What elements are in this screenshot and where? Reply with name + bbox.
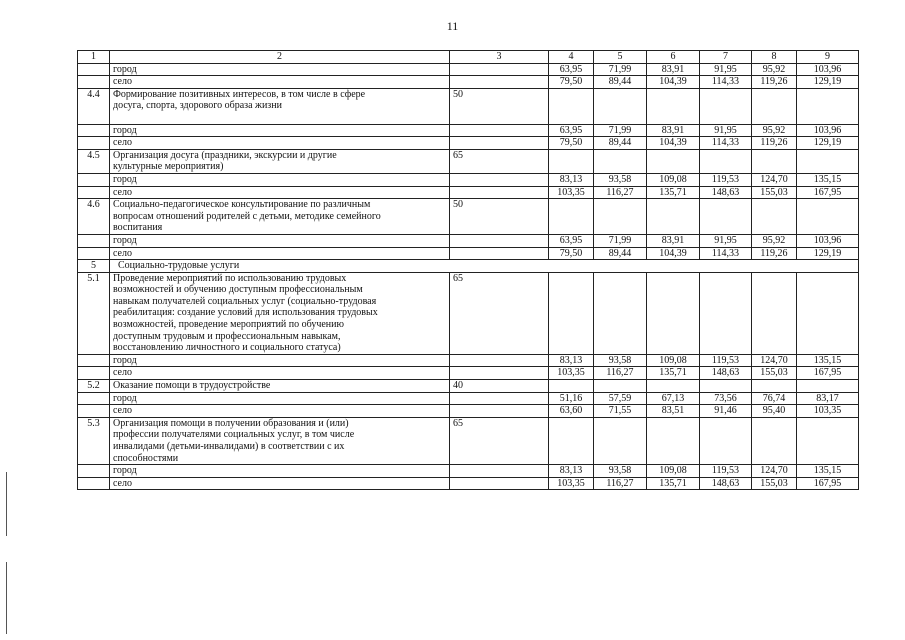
rate-cell — [450, 63, 549, 76]
rate-cell — [450, 465, 549, 478]
value-cell: 103,35 — [549, 367, 594, 380]
value-cell: 57,59 — [594, 392, 647, 405]
row-label: город — [110, 124, 450, 137]
value-cell: 95,92 — [752, 234, 797, 247]
table-row-village — [78, 186, 859, 199]
rate-cell — [450, 354, 549, 367]
value-cell-empty — [797, 272, 859, 354]
header-cell: 1 — [78, 51, 110, 64]
service-description-line: профессии получателями социальных услуг, в том числе — [113, 429, 355, 441]
value-cell: 109,08 — [647, 173, 700, 186]
value-cell: 167,95 — [797, 477, 859, 490]
value-cell: 63,95 — [549, 63, 594, 76]
value-cell-empty — [594, 149, 647, 173]
value-cell: 148,63 — [700, 186, 752, 199]
value-cell: 93,58 — [594, 354, 647, 367]
value-cell: 76,74 — [752, 392, 797, 405]
service-rate: 50 — [450, 199, 549, 235]
value-cell-empty — [647, 272, 700, 354]
header-cell: 3 — [450, 51, 549, 64]
value-cell: 148,63 — [700, 477, 752, 490]
value-cell-empty — [797, 88, 859, 124]
value-cell: 124,70 — [752, 173, 797, 186]
value-cell: 89,44 — [594, 137, 647, 150]
service-row — [78, 417, 859, 464]
value-cell-empty — [700, 199, 752, 235]
margin-line-lower — [6, 562, 7, 634]
rate-cell — [450, 124, 549, 137]
service-number: 4.6 — [78, 199, 110, 235]
value-cell: 51,16 — [549, 392, 594, 405]
service-description-line: доступным трудовым и профессиональным навыкам, — [113, 330, 341, 342]
value-cell-empty — [752, 380, 797, 393]
table-row-village — [78, 405, 859, 418]
service-description — [110, 272, 450, 354]
value-cell: 124,70 — [752, 354, 797, 367]
value-cell: 91,95 — [700, 63, 752, 76]
service-description-line: Проведение мероприятий по использованию трудовых — [113, 272, 347, 284]
value-cell: 135,15 — [797, 354, 859, 367]
header-cell: 9 — [797, 51, 859, 64]
row-label: село — [110, 477, 450, 490]
service-row — [78, 149, 859, 173]
table-row-city — [78, 63, 859, 76]
value-cell: 95,92 — [752, 124, 797, 137]
value-cell-empty — [797, 199, 859, 235]
service-description-line: возможностей, проведение мероприятий по обучению — [113, 319, 344, 331]
row-number-cell — [78, 405, 110, 418]
value-cell-empty — [647, 417, 700, 464]
rate-cell — [450, 247, 549, 260]
value-cell: 83,91 — [647, 124, 700, 137]
value-cell-empty — [752, 199, 797, 235]
row-label: город — [110, 392, 450, 405]
value-cell-empty — [700, 88, 752, 124]
row-label: город — [110, 465, 450, 478]
service-description-line: Социально-педагогическое консультирование по различным — [113, 199, 371, 211]
service-description — [110, 380, 450, 393]
rate-cell — [450, 234, 549, 247]
value-cell: 104,39 — [647, 247, 700, 260]
value-cell: 95,92 — [752, 63, 797, 76]
service-description-line: воспитания — [113, 222, 163, 234]
service-row — [78, 88, 859, 124]
value-cell-empty — [752, 417, 797, 464]
row-label: город — [110, 63, 450, 76]
value-cell: 79,50 — [549, 137, 594, 150]
value-cell: 114,33 — [700, 247, 752, 260]
value-cell: 103,96 — [797, 124, 859, 137]
service-description-line: восстановлению личностного и социального статуса) — [113, 342, 341, 354]
value-cell: 63,95 — [549, 234, 594, 247]
value-cell: 116,27 — [594, 477, 647, 490]
value-cell: 71,99 — [594, 234, 647, 247]
value-cell: 119,53 — [700, 173, 752, 186]
value-cell: 83,51 — [647, 405, 700, 418]
header-cell: 7 — [700, 51, 752, 64]
service-description-line: вопросам отношений родителей с детьми, методике семейного — [113, 210, 381, 222]
value-cell: 119,26 — [752, 247, 797, 260]
rate-cell — [450, 392, 549, 405]
header-cell: 2 — [110, 51, 450, 64]
row-number-cell — [78, 354, 110, 367]
value-cell: 109,08 — [647, 354, 700, 367]
value-cell-empty — [647, 88, 700, 124]
row-label: село — [110, 76, 450, 89]
value-cell: 135,15 — [797, 465, 859, 478]
service-number: 5.3 — [78, 417, 110, 464]
value-cell: 135,15 — [797, 173, 859, 186]
value-cell: 135,71 — [647, 477, 700, 490]
value-cell-empty — [797, 149, 859, 173]
value-cell-empty — [594, 380, 647, 393]
value-cell: 104,39 — [647, 76, 700, 89]
section-title: Социально-трудовые услуги — [110, 260, 859, 273]
value-cell: 119,53 — [700, 465, 752, 478]
value-cell: 71,99 — [594, 124, 647, 137]
rate-cell — [450, 173, 549, 186]
table-row-village — [78, 76, 859, 89]
row-number-cell — [78, 124, 110, 137]
value-cell: 119,26 — [752, 137, 797, 150]
section-number: 5 — [78, 260, 110, 273]
value-cell: 89,44 — [594, 247, 647, 260]
row-number-cell — [78, 137, 110, 150]
value-cell: 83,13 — [549, 465, 594, 478]
service-description-line: инвалидами (детьми-инвалидами) в соответствии с их — [113, 441, 345, 452]
value-cell: 83,13 — [549, 173, 594, 186]
service-description-line: культурные мероприятия) — [113, 161, 224, 173]
table-row-city — [78, 124, 859, 137]
service-description-line: Оказание помощи в трудоустройстве — [113, 380, 271, 392]
service-rate: 40 — [450, 380, 549, 393]
value-cell: 91,95 — [700, 124, 752, 137]
rate-cell — [450, 367, 549, 380]
row-number-cell — [78, 173, 110, 186]
table-row-village — [78, 137, 859, 150]
value-cell-empty — [549, 199, 594, 235]
value-cell: 155,03 — [752, 186, 797, 199]
value-cell: 116,27 — [594, 367, 647, 380]
rate-cell — [450, 76, 549, 89]
header-cell: 6 — [647, 51, 700, 64]
value-cell: 135,71 — [647, 186, 700, 199]
service-description-line: навыкам получателей социальных услуг (социально-трудовая — [113, 295, 377, 307]
service-description-line: Организация досуга (праздники, экскурсии и другие — [113, 149, 337, 161]
value-cell-empty — [700, 417, 752, 464]
service-description — [110, 88, 450, 124]
value-cell: 63,60 — [549, 405, 594, 418]
row-number-cell — [78, 392, 110, 405]
service-row — [78, 380, 859, 393]
section-row — [78, 260, 859, 273]
rate-cell — [450, 186, 549, 199]
header-cell: 5 — [594, 51, 647, 64]
value-cell: 135,71 — [647, 367, 700, 380]
value-cell: 71,99 — [594, 63, 647, 76]
service-description — [110, 417, 450, 464]
value-cell-empty — [647, 199, 700, 235]
table-body — [78, 51, 859, 490]
page-number: 11 — [446, 19, 459, 33]
value-cell: 103,96 — [797, 63, 859, 76]
value-cell: 129,19 — [797, 76, 859, 89]
row-label: село — [110, 247, 450, 260]
value-cell: 103,35 — [797, 405, 859, 418]
value-cell-empty — [752, 149, 797, 173]
value-cell-empty — [647, 149, 700, 173]
value-cell-empty — [549, 417, 594, 464]
value-cell: 91,95 — [700, 234, 752, 247]
value-cell: 93,58 — [594, 465, 647, 478]
header-cell: 4 — [549, 51, 594, 64]
value-cell: 155,03 — [752, 477, 797, 490]
value-cell-empty — [594, 417, 647, 464]
service-description-line: способностями — [113, 452, 179, 464]
row-number-cell — [78, 186, 110, 199]
row-number-cell — [78, 63, 110, 76]
service-number: 4.5 — [78, 149, 110, 173]
service-rate: 65 — [450, 272, 549, 354]
value-cell: 79,50 — [549, 76, 594, 89]
table-row-village — [78, 367, 859, 380]
value-cell: 167,95 — [797, 367, 859, 380]
service-row — [78, 272, 859, 354]
value-cell: 83,17 — [797, 392, 859, 405]
value-cell: 109,08 — [647, 465, 700, 478]
row-label: село — [110, 186, 450, 199]
value-cell: 129,19 — [797, 137, 859, 150]
value-cell: 83,91 — [647, 234, 700, 247]
value-cell-empty — [647, 380, 700, 393]
service-description — [110, 199, 450, 235]
value-cell: 91,46 — [700, 405, 752, 418]
row-number-cell — [78, 367, 110, 380]
service-description-line: Организация помощи в получении образования и (или) — [113, 417, 349, 429]
row-label: село — [110, 137, 450, 150]
table-row-city — [78, 354, 859, 367]
table-row-city — [78, 465, 859, 478]
value-cell: 116,27 — [594, 186, 647, 199]
value-cell: 129,19 — [797, 247, 859, 260]
rate-cell — [450, 405, 549, 418]
value-cell: 103,35 — [549, 477, 594, 490]
row-number-cell — [78, 477, 110, 490]
service-description-line: реабилитация: создание условий для использования трудовых — [113, 307, 378, 319]
table-row-city — [78, 173, 859, 186]
value-cell: 124,70 — [752, 465, 797, 478]
table-row-village — [78, 477, 859, 490]
row-label: село — [110, 405, 450, 418]
value-cell-empty — [594, 272, 647, 354]
value-cell: 148,63 — [700, 367, 752, 380]
service-row — [78, 199, 859, 235]
value-cell-empty — [752, 272, 797, 354]
service-description-line: Формирование позитивных интересов, в том числе в сфере — [113, 88, 366, 100]
row-number-cell — [78, 76, 110, 89]
value-cell-empty — [549, 380, 594, 393]
service-description — [110, 149, 450, 173]
row-number-cell — [78, 247, 110, 260]
value-cell: 93,58 — [594, 173, 647, 186]
value-cell: 71,55 — [594, 405, 647, 418]
value-cell: 104,39 — [647, 137, 700, 150]
value-cell: 119,53 — [700, 354, 752, 367]
row-number-cell — [78, 465, 110, 478]
value-cell-empty — [797, 417, 859, 464]
tariff-table — [77, 50, 859, 490]
row-label: село — [110, 367, 450, 380]
value-cell: 67,13 — [647, 392, 700, 405]
service-number: 5.1 — [78, 272, 110, 354]
row-label: город — [110, 173, 450, 186]
row-label: город — [110, 354, 450, 367]
table-row-village — [78, 247, 859, 260]
value-cell: 73,56 — [700, 392, 752, 405]
value-cell: 114,33 — [700, 137, 752, 150]
value-cell: 103,96 — [797, 234, 859, 247]
service-rate: 50 — [450, 88, 549, 124]
value-cell: 79,50 — [549, 247, 594, 260]
value-cell-empty — [700, 380, 752, 393]
value-cell-empty — [549, 88, 594, 124]
rate-cell — [450, 477, 549, 490]
value-cell: 103,35 — [549, 186, 594, 199]
value-cell-empty — [797, 380, 859, 393]
value-cell: 95,40 — [752, 405, 797, 418]
header-cell: 8 — [752, 51, 797, 64]
rate-cell — [450, 137, 549, 150]
table-header-row — [78, 51, 859, 64]
row-number-cell — [78, 234, 110, 247]
value-cell-empty — [549, 272, 594, 354]
value-cell-empty — [752, 88, 797, 124]
service-description-line — [113, 112, 446, 124]
value-cell-empty — [549, 149, 594, 173]
value-cell: 83,13 — [549, 354, 594, 367]
value-cell: 155,03 — [752, 367, 797, 380]
value-cell: 63,95 — [549, 124, 594, 137]
service-number: 4.4 — [78, 88, 110, 124]
service-rate: 65 — [450, 149, 549, 173]
service-description-line: досуга, спорта, здорового образа жизни — [113, 100, 282, 112]
service-number: 5.2 — [78, 380, 110, 393]
value-cell: 114,33 — [700, 76, 752, 89]
value-cell: 119,26 — [752, 76, 797, 89]
value-cell: 167,95 — [797, 186, 859, 199]
value-cell-empty — [700, 272, 752, 354]
value-cell: 83,91 — [647, 63, 700, 76]
table-row-city — [78, 392, 859, 405]
service-description-line: возможностей и обучению доступным профессиональным — [113, 284, 363, 296]
value-cell-empty — [594, 88, 647, 124]
value-cell-empty — [594, 199, 647, 235]
service-rate: 65 — [450, 417, 549, 464]
table-row-city — [78, 234, 859, 247]
value-cell: 89,44 — [594, 76, 647, 89]
row-label: город — [110, 234, 450, 247]
value-cell-empty — [700, 149, 752, 173]
margin-line-upper — [6, 472, 7, 536]
